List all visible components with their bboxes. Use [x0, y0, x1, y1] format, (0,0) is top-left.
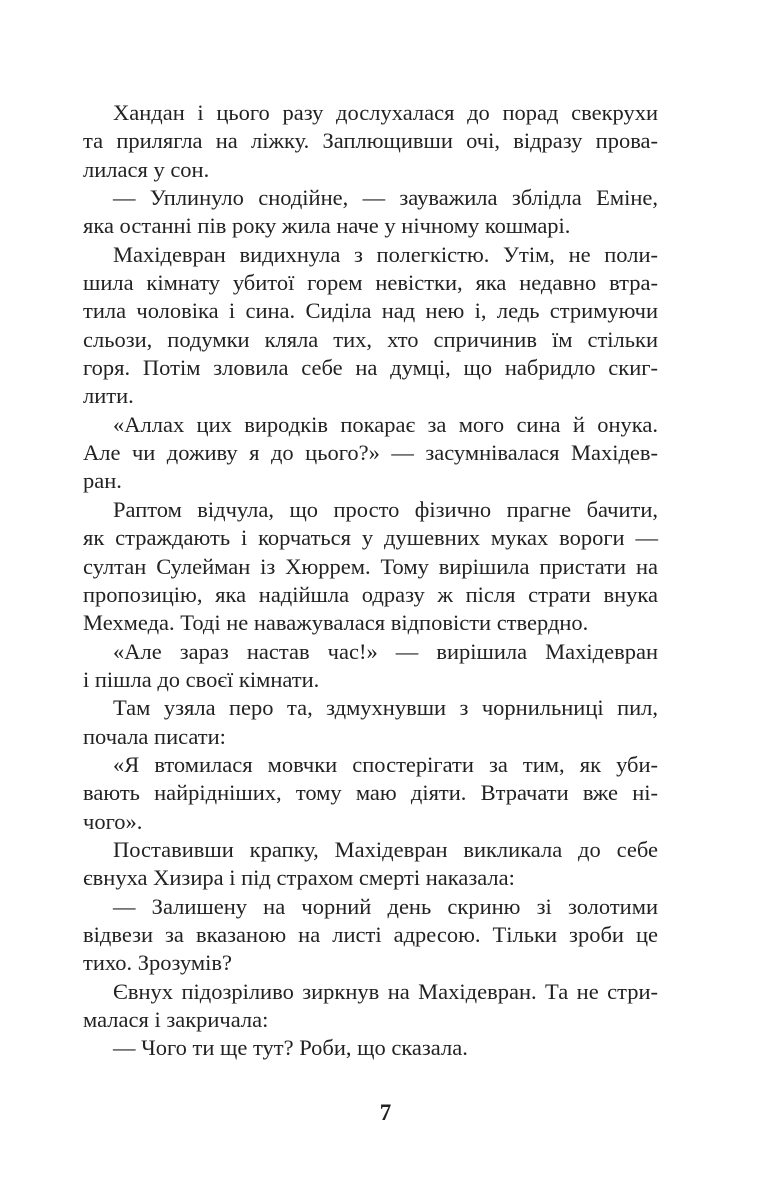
- text-line: малася і закричала:: [83, 1007, 269, 1032]
- text-line: — Уплинуло снодійне, — зауважила зблідла Еміне,: [113, 185, 658, 211]
- text-line: як страждають і корчаться у душевних муках вороги —: [83, 525, 658, 551]
- page-number: 7: [379, 1100, 392, 1125]
- text-line: пропозицію, яка надійшла одразу ж після страти внука: [83, 581, 658, 607]
- text-line: горя. Потім зловила себе на думці, що набридло скиг-: [83, 355, 658, 381]
- text-line: чого».: [83, 808, 143, 834]
- text-line: Хандан і цього разу дослухалася до порад свекрухи: [113, 100, 658, 125]
- text-line: і пішла до своєї кімнати.: [83, 666, 320, 692]
- text-line: «Але зараз настав час!» — вирішила Махідевран: [113, 638, 658, 664]
- text-line: султан Сулейман із Хюррем. Тому вирішила пристати на: [83, 553, 658, 579]
- text-line: тихо. Зрозумів?: [83, 950, 233, 976]
- text-line: «Я втомилася мовчки спостерігати за тим, як уби-: [113, 751, 658, 777]
- text-line: лилася у сон.: [83, 156, 210, 182]
- text-line: євнуха Хизира і під страхом смерті наказала:: [83, 865, 515, 891]
- text-line: Махідевран видихнула з полегкістю. Утім, не поли-: [113, 241, 658, 267]
- text-line: Там узяла перо та, здмухнувши з чорнильниці пил,: [113, 695, 658, 721]
- text-line: Поставивши крапку, Махідевран викликала до себе: [113, 836, 658, 862]
- text-line: почала писати:: [83, 723, 226, 749]
- text-line: — Чого ти ще тут? Роби, що сказала.: [113, 1035, 468, 1061]
- text-line: вають найрідніших, тому маю діяти. Втрачати вже ні-: [83, 780, 658, 806]
- text-line: ран.: [83, 468, 122, 494]
- text-line: тила чоловіка і сина. Сиділа над нею і, ледь стримуючи: [83, 298, 658, 324]
- text-line: Євнух підозріливо зиркнув на Махідевран. Та не стри-: [113, 978, 658, 1004]
- text-line: відвези за вказаною на листі адресою. Тільки зроби це: [83, 921, 658, 947]
- text-line: «Аллах цих виродків покарає за мого сина й онука.: [113, 411, 658, 437]
- text-line: яка останні пів року жила наче у нічному кошмарі.: [83, 213, 571, 239]
- text-line: шила кімнату убитої горем невістки, яка недавно втра-: [83, 270, 658, 296]
- text-line: Раптом відчула, що просто фізично прагне бачити,: [113, 496, 658, 522]
- text-line: сльози, подумки кляла тих, хто спричинив їм стільки: [83, 326, 658, 352]
- page-body-text: [83, 99, 658, 1063]
- text-line: Мехмеда. Тоді не наважувалася відповісти ствердно.: [83, 610, 589, 636]
- text-line: Але чи доживу я до цього?» — засумнівалася Махідев-: [83, 440, 658, 466]
- text-line: — Залишену на чорний день скриню зі золотими: [113, 893, 658, 919]
- text-line: та прилягла на ліжку. Заплющивши очі, відразу прова-: [83, 128, 658, 154]
- text-line: лити.: [83, 383, 134, 409]
